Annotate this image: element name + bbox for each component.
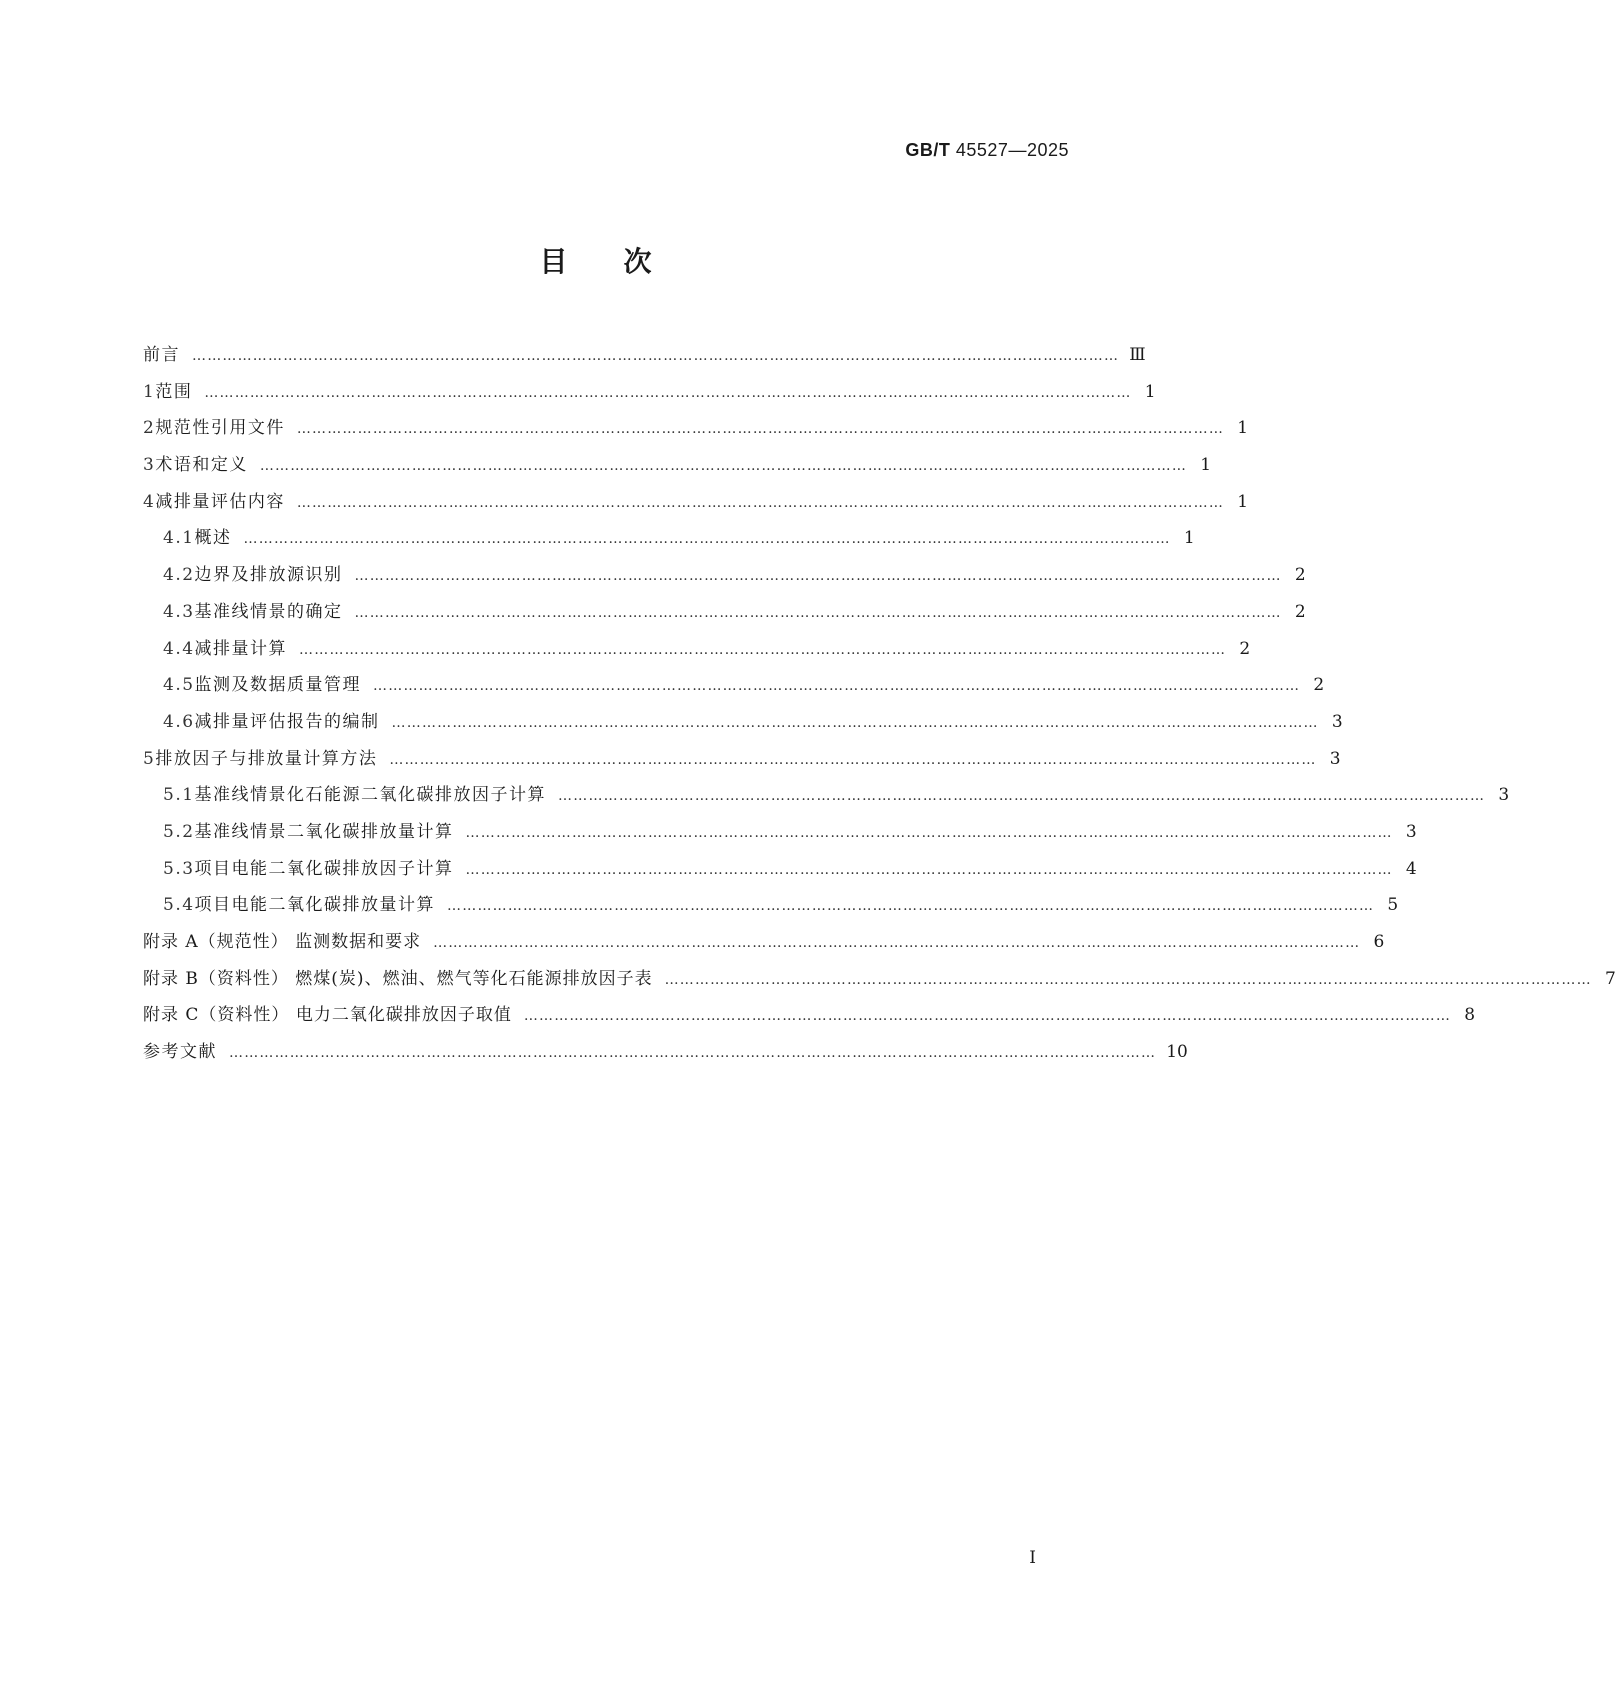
toc-entry-appendix-b[interactable] (143, 964, 1616, 1001)
toc-entry-appendix-a[interactable] (143, 927, 1385, 964)
toc-entry-number: 4 (143, 491, 156, 512)
toc-entry-page: 4 (1405, 858, 1417, 879)
toc-entry-page: 1 (1237, 418, 1249, 439)
toc-entry-label: 基准线情景化石能源二氧化碳排放因子计算 (194, 785, 547, 806)
toc-entry-label: 附录 A（规范性） 监测数据和要求 (143, 932, 422, 952)
toc-leader-dots: ………………………………………………………………………………………………………………………………………………………………… (389, 751, 1317, 768)
toc-entry-4-6[interactable] (143, 707, 1343, 744)
toc-leader-dots: ………………………………………………………………………………………………………………………………………………………………… (447, 898, 1375, 915)
standard-code (905, 140, 1069, 161)
toc-leader-dots: ………………………………………………………………………………………………………………………………………………………………… (299, 641, 1227, 658)
toc-entry-5-3[interactable] (143, 854, 1417, 891)
toc-leader-dots: ………………………………………………………………………………………………………………………………………………………………… (391, 714, 1319, 731)
toc-entry-4-5[interactable] (143, 670, 1325, 707)
toc-entry-label: 项目电能二氧化碳排放因子计算 (194, 858, 454, 879)
toc-entry-page: 6 (1373, 932, 1385, 952)
toc-entry-number: 4.3 (163, 601, 195, 622)
toc-entry-page: 3 (1405, 821, 1417, 842)
toc-entry-label: 基准线情景二氧化碳排放量计算 (194, 821, 454, 842)
toc-entry-page: 2 (1294, 565, 1306, 586)
toc-entry-label: 监测及数据质量管理 (194, 675, 362, 696)
toc-entry-page: 1 (1237, 491, 1249, 512)
toc-entry-foreword[interactable] (143, 340, 1146, 377)
standard-number: 45527—2025 (955, 140, 1069, 160)
toc-entry-number: 5.1 (163, 785, 195, 806)
toc-entry-label: 减排量计算 (194, 638, 288, 659)
toc-entry-5-4[interactable] (143, 890, 1399, 927)
toc-entry-number: 2 (143, 418, 156, 439)
toc-leader-dots: ………………………………………………………………………………………………………………………………………………………………… (296, 421, 1225, 438)
toc-leader-dots: ………………………………………………………………………………………………………………………………………………………………… (229, 1045, 1157, 1062)
toc-entry-number: 5.3 (163, 858, 195, 879)
toc-entry-page: 3 (1331, 711, 1343, 732)
toc-entry-label: 附录 B（资料性） 燃煤(炭)、燃油、燃气等化石能源排放因子表 (143, 968, 653, 989)
toc-entry-label: 范围 (155, 381, 193, 402)
toc-entry-number: 5 (143, 748, 156, 769)
toc-entry-normative-references[interactable] (143, 413, 1249, 450)
toc-entry-number: 3 (143, 455, 156, 476)
toc-entry-label: 边界及排放源识别 (194, 565, 343, 586)
toc-entry-number: 1 (143, 381, 156, 402)
toc-entry-label: 规范性引用文件 (155, 418, 285, 439)
toc-leader-dots: ………………………………………………………………………………………………………………………………………………………………… (465, 824, 1393, 841)
toc-entry-page: 2 (1313, 675, 1325, 696)
page-title: 目次 (539, 245, 708, 278)
toc-entry-5-2[interactable] (143, 817, 1417, 854)
toc-leader-dots: ………………………………………………………………………………………………………………………………………………………………… (354, 568, 1282, 585)
toc-entry-4-4[interactable] (143, 634, 1251, 671)
toc-entry-emission-factors[interactable] (143, 744, 1341, 781)
toc-leader-dots: ………………………………………………………………………………………………………………………………………………………………… (296, 494, 1225, 511)
toc-entry-label: 术语和定义 (155, 455, 248, 476)
toc-entry-label: 前言 (143, 345, 180, 365)
toc-entry-bibliography[interactable] (143, 1037, 1188, 1074)
toc-entry-label: 项目电能二氧化碳排放量计算 (194, 895, 436, 916)
toc-entry-label: 参考文献 (143, 1042, 217, 1063)
toc-entry-page: 1 (1144, 381, 1156, 402)
toc-entry-number: 4.4 (163, 638, 195, 659)
toc-entry-page: 8 (1464, 1005, 1476, 1026)
toc-entry-label: 基准线情景的确定 (194, 601, 343, 622)
toc-entry-4-3[interactable] (143, 597, 1306, 634)
toc-entry-page: 10 (1166, 1042, 1188, 1063)
toc-leader-dots: ………………………………………………………………………………………………………………………………………………………………… (243, 531, 1171, 548)
toc-entry-label: 减排量评估报告的编制 (194, 711, 380, 732)
toc-entry-page: 3 (1498, 785, 1510, 806)
toc-leader-dots: ………………………………………………………………………………………………………………………………………………………………… (354, 604, 1282, 621)
toc-entry-number: 5.2 (163, 821, 195, 842)
toc-entry-4-2[interactable] (143, 560, 1306, 597)
toc-leader-dots: ………………………………………………………………………………………………………………………………………………………………… (465, 861, 1393, 878)
toc-leader-dots: ………………………………………………………………………………………………………………………………………………………………… (433, 935, 1361, 951)
toc-entry-number: 4.5 (163, 675, 195, 696)
toc-leader-dots: ………………………………………………………………………………………………………………………………………………………………… (192, 348, 1120, 364)
toc-entry-scope[interactable] (143, 377, 1156, 414)
toc-leader-dots: ………………………………………………………………………………………………………………………………………………………………… (259, 458, 1188, 475)
standard-prefix: GB/T (905, 140, 951, 160)
toc-entry-assessment-content[interactable] (143, 487, 1249, 524)
toc-entry-page: 3 (1329, 748, 1341, 769)
toc-leader-dots: ………………………………………………………………………………………………………………………………………………………………… (523, 1008, 1452, 1025)
toc-entry-page: 2 (1239, 638, 1251, 659)
toc-entry-terms-definitions[interactable] (143, 450, 1212, 487)
toc-entry-page: 2 (1294, 601, 1306, 622)
table-of-contents (143, 340, 1616, 1074)
toc-leader-dots: ………………………………………………………………………………………………………………………………………………………………… (204, 384, 1132, 401)
toc-entry-number: 4.1 (163, 528, 195, 549)
toc-entry-4-1[interactable] (143, 523, 1195, 560)
toc-entry-page: 5 (1387, 895, 1399, 916)
toc-entry-5-1[interactable] (143, 780, 1510, 817)
toc-entry-label: 概述 (194, 528, 232, 549)
toc-entry-label: 排放因子与排放量计算方法 (155, 748, 378, 769)
toc-entry-number: 5.4 (163, 895, 195, 916)
toc-entry-label: 附录 C（资料性） 电力二氧化碳排放因子取值 (143, 1005, 512, 1026)
toc-entry-appendix-c[interactable] (143, 1000, 1476, 1037)
toc-leader-dots: ………………………………………………………………………………………………………………………………………………………………… (664, 971, 1592, 988)
toc-entry-page: Ⅲ (1129, 345, 1146, 365)
toc-leader-dots: ………………………………………………………………………………………………………………………………………………………………… (558, 788, 1486, 805)
toc-entry-page: 1 (1200, 455, 1212, 476)
toc-leader-dots: ………………………………………………………………………………………………………………………………………………………………… (373, 678, 1301, 695)
toc-entry-number: 4.2 (163, 565, 195, 586)
toc-entry-page: 7 (1604, 968, 1616, 989)
page-number: Ⅰ (1029, 1548, 1036, 1568)
toc-entry-label: 减排量评估内容 (155, 491, 285, 512)
toc-entry-number: 4.6 (163, 711, 195, 732)
toc-entry-page: 1 (1183, 528, 1195, 549)
